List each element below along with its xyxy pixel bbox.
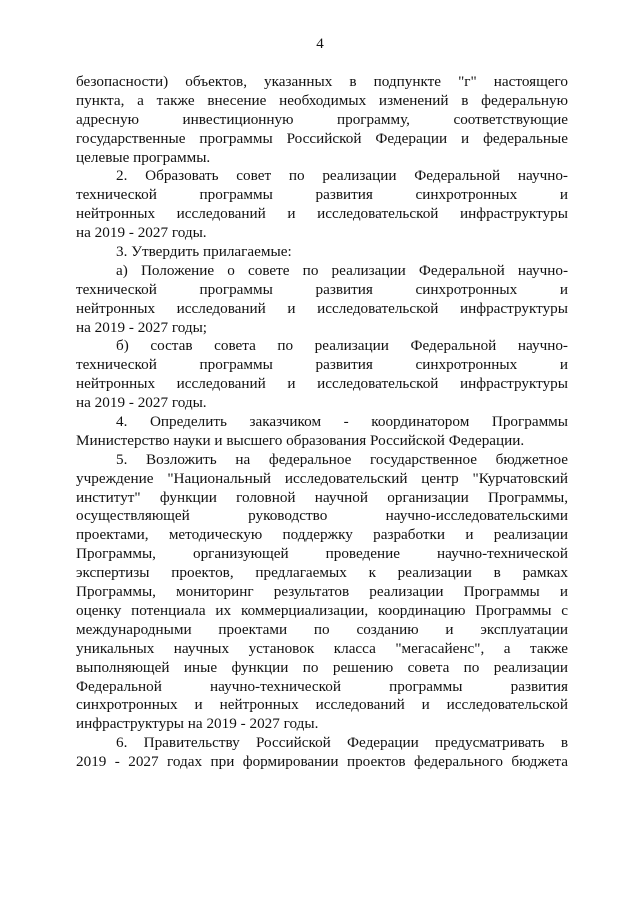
- text-line: Федеральной научно-технической программы развития: [76, 677, 568, 695]
- text-line: 2019 - 2027 годах при формировании проектов федерального бюджета: [76, 753, 568, 771]
- text-line: осуществляющей руководство научно-исследовательскими: [76, 507, 568, 525]
- text-line: целевые программы.: [76, 148, 211, 166]
- text-line: международными проектами по созданию и эксплуатации: [76, 620, 568, 638]
- text-line: уникальных научных установок класса "мегасайенс", а также: [76, 639, 568, 657]
- text-line: на 2019 - 2027 годы;: [76, 318, 208, 336]
- text-line: 5. Возложить на федеральное государственное бюджетное: [116, 450, 568, 468]
- text-line: адресную инвестиционную программу, соответствующие: [76, 110, 568, 128]
- text-line: безопасности) объектов, указанных в подпункте "г" настоящего: [76, 73, 568, 90]
- text-line: экспертизы проектов, предлагаемых к реализации в рамках: [76, 564, 568, 582]
- text-line: на 2019 - 2027 годы.: [76, 224, 207, 242]
- text-line: технической программы развития синхротронных и: [76, 280, 568, 298]
- text-line: нейтронных исследований и исследовательской инфраструктуры: [76, 375, 568, 393]
- text-line: 2. Образовать совет по реализации Федеральной научно-: [116, 167, 568, 185]
- text-line: б) состав совета по реализации Федеральной научно-: [116, 337, 568, 355]
- text-line: проектами, методическую поддержку разработки и реализации: [76, 526, 568, 544]
- text-line: Программы, организующей проведение научно-технической: [76, 545, 568, 563]
- text-line: синхротронных и нейтронных исследований и исследовательской: [76, 696, 568, 714]
- text-line: технической программы развития синхротронных и: [76, 356, 568, 374]
- text-line: 4. Определить заказчиком - координатором Программы: [116, 413, 568, 431]
- text-line: а) Положение о совете по реализации Федеральной научно-: [116, 261, 568, 279]
- text-line: на 2019 - 2027 годы.: [76, 394, 207, 412]
- document-body: [76, 73, 568, 772]
- page-number: 4: [316, 36, 324, 52]
- text-line: нейтронных исследований и исследовательской инфраструктуры: [76, 205, 568, 223]
- text-line: Министерство науки и высшего образования Российской Федерации.: [76, 431, 525, 449]
- text-line: пункта, а также внесение необходимых изменений в федеральную: [76, 91, 568, 109]
- text-line: оценку потенциала их коммерциализации, координацию Программы с: [76, 601, 568, 619]
- text-line: институт" функции головной научной организации Программы,: [76, 488, 568, 506]
- text-line: государственные программы Российской Федерации и федеральные: [76, 129, 568, 147]
- text-line: учреждение "Национальный исследовательский центр "Курчатовский: [76, 469, 568, 487]
- text-line: Программы, мониторинг результатов реализации Программы и: [76, 583, 568, 601]
- text-line: инфраструктуры на 2019 - 2027 годы.: [76, 715, 319, 733]
- text-line: технической программы развития синхротронных и: [76, 186, 568, 204]
- text-line: 6. Правительству Российской Федерации предусматривать в: [116, 734, 568, 752]
- text-line: 3. Утвердить прилагаемые:: [116, 243, 292, 261]
- text-line: нейтронных исследований и исследовательской инфраструктуры: [76, 299, 568, 317]
- text-line: выполняющей иные функции по решению совета по реализации: [76, 658, 568, 676]
